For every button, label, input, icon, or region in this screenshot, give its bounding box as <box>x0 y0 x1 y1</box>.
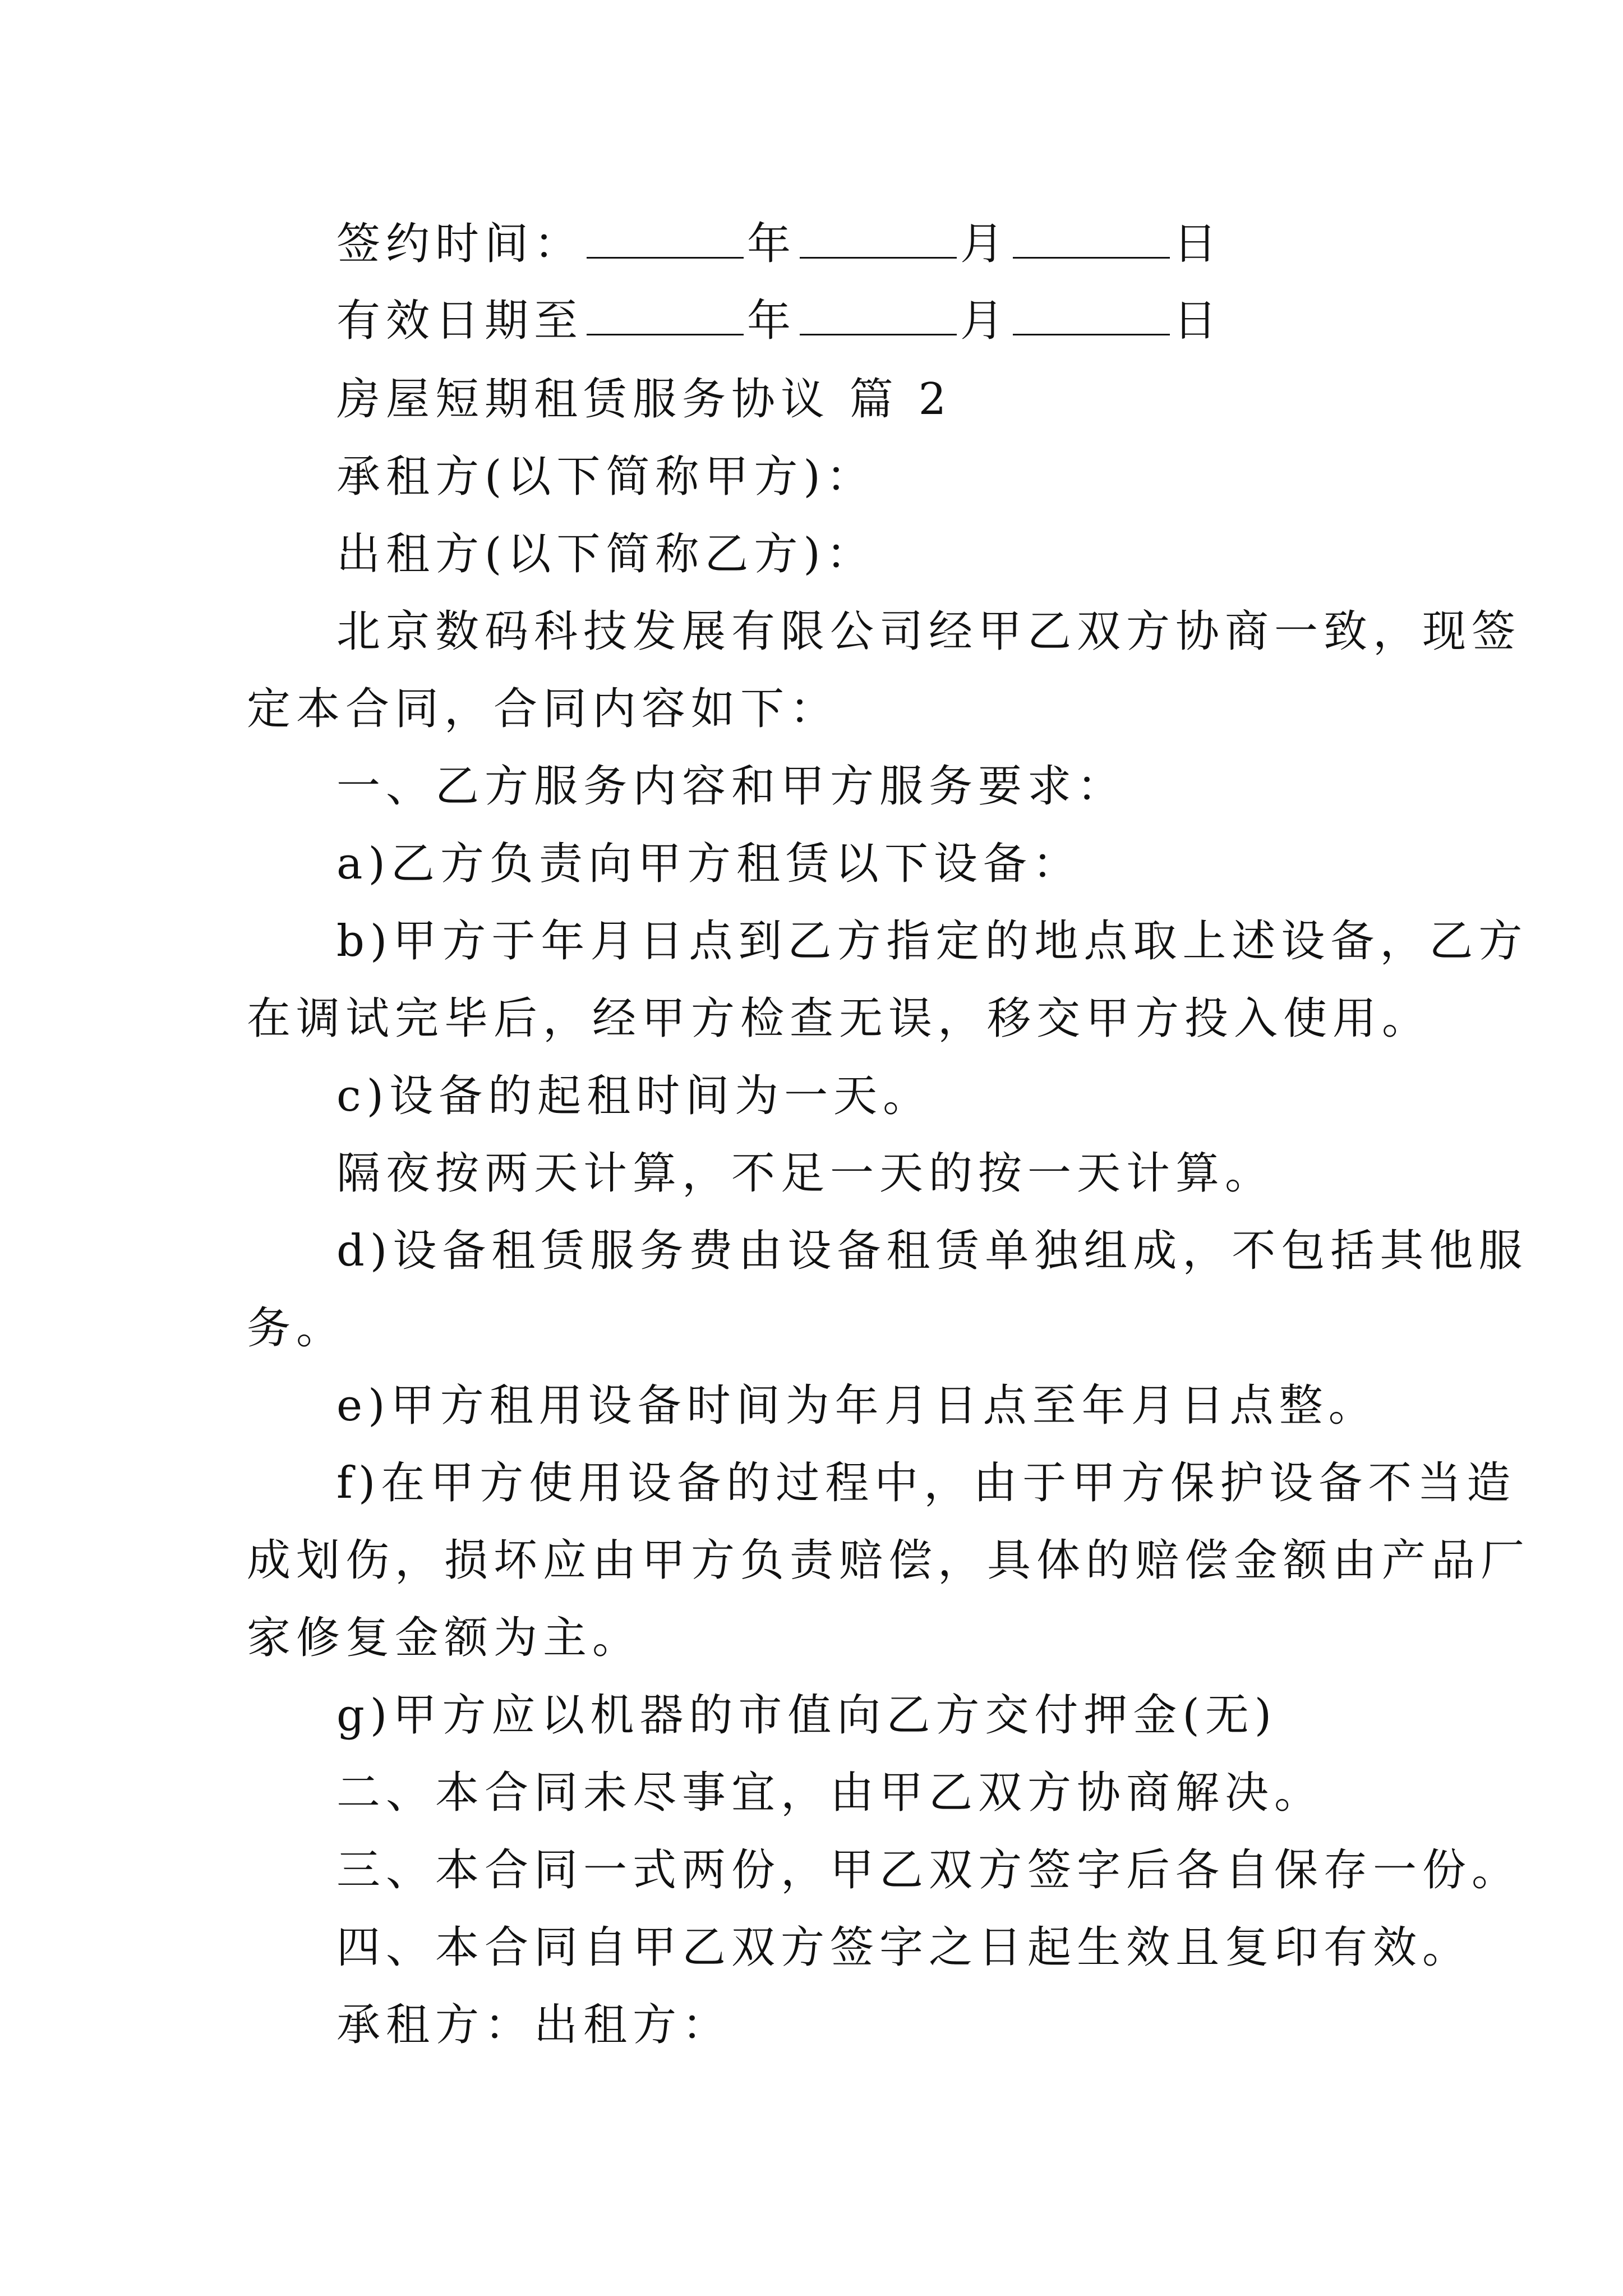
paragraph-line: 定本合同，合同内容如下： <box>247 684 840 734</box>
signature-line: 承租方：出租方： <box>336 2000 732 2050</box>
month-blank <box>800 300 957 335</box>
section-heading: 四、本合同自甲乙双方签字之日起生效且复印有效。 <box>336 1922 1472 1973</box>
clause-line: 成划伤，损坏应由甲方负责赔偿，具体的赔偿金额由产品厂 <box>247 1535 1530 1586</box>
day-label: 日 <box>1173 219 1223 269</box>
month-blank <box>800 223 957 259</box>
section-heading: 二、本合同未尽事宜，由甲乙双方协商解决。 <box>336 1768 1324 1818</box>
day-blank <box>1013 223 1170 259</box>
year-blank <box>587 300 744 335</box>
section-heading: 三、本合同一式两份，甲乙双方签字后各自保存一份。 <box>336 1845 1521 1895</box>
clause-line: 务。 <box>247 1303 346 1354</box>
day-label: 日 <box>1173 296 1223 346</box>
paragraph-line: 北京数码科技发展有限公司经甲乙双方协商一致，现签 <box>336 606 1521 657</box>
clause-line: f)在甲方使用设备的过程中，由于甲方保护设备不当造 <box>336 1458 1516 1508</box>
clause-line: 在调试完毕后，经甲方检查无误，移交甲方投入使用。 <box>247 993 1432 1044</box>
section-heading: 一、乙方服务内容和甲方服务要求： <box>336 761 1127 812</box>
clause-line: d)设备租赁服务费由设备租赁单独组成，不包括其他服 <box>336 1226 1528 1276</box>
month-label: 月 <box>960 296 1010 346</box>
year-blank <box>587 223 744 259</box>
year-label: 年 <box>747 296 797 346</box>
signing-date-line <box>336 216 1223 272</box>
lessor-line: 出租方(以下简称乙方)： <box>336 529 875 579</box>
clause-line: 家修复金额为主。 <box>247 1613 642 1663</box>
clause-line: g)甲方应以机器的市值向乙方交付押金(无) <box>336 1690 1278 1741</box>
clause-line: e)甲方租用设备时间为年月日点至年月日点整。 <box>336 1381 1378 1431</box>
valid-until-label: 有效日期至 <box>336 296 584 346</box>
clause-line: b)甲方于年月日点到乙方指定的地点取上述设备，乙方 <box>336 916 1528 967</box>
valid-until-line <box>336 293 1223 349</box>
clause-line: 隔夜按两天计算，不足一天的按一天计算。 <box>336 1148 1275 1199</box>
month-label: 月 <box>960 219 1010 269</box>
year-label: 年 <box>747 219 797 269</box>
clause-line: a)乙方负责向甲方租赁以下设备： <box>336 839 1082 889</box>
signing-date-label: 签约时间： <box>336 219 584 269</box>
clause-line: c)设备的起租时间为一天。 <box>336 1071 933 1121</box>
agreement-title: 房屋短期租赁服务协议 篇 2 <box>336 374 952 425</box>
lessee-line: 承租方(以下简称甲方)： <box>336 452 875 502</box>
day-blank <box>1013 300 1170 335</box>
